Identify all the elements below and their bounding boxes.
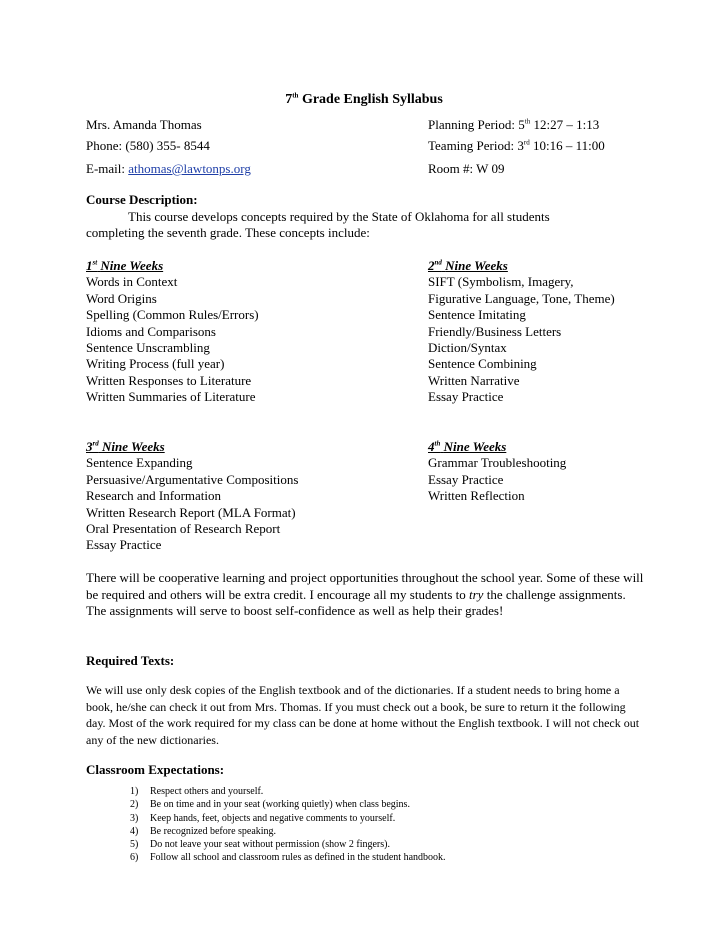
list-item: Written Responses to Literature	[86, 372, 252, 388]
third-nine-weeks-heading	[86, 439, 298, 455]
list-item: Diction/Syntax	[428, 340, 507, 356]
title-grade-number: 7	[285, 92, 293, 107]
list-item: Written Summaries of Literature	[86, 389, 256, 405]
email-line	[86, 161, 251, 177]
second-nine-weeks	[428, 258, 615, 406]
title-text: Grade English Syllabus	[301, 92, 443, 107]
expectations-list	[130, 785, 446, 865]
teaming-period-label: Teaming Period: 3	[428, 138, 524, 153]
list-item-text: Keep hands, feet, objects and negative comments to yourself.	[150, 812, 396, 824]
title-grade-suffix: th	[292, 91, 299, 100]
list-item-text: Be on time and in your seat (working quietly) when class begins.	[150, 799, 410, 811]
course-description-line1: This course develops concepts required by the State of Oklahoma for all students	[128, 209, 550, 224]
q3-suffix: rd	[92, 439, 99, 448]
q1-label: Nine Weeks	[100, 258, 164, 273]
room-number: Room #: W 09	[428, 161, 505, 176]
list-item	[130, 798, 446, 811]
coop-text-2: the challenge assignments. The assignments will serve to boost self-confidence as well as help their grades!	[86, 586, 626, 618]
q3-label: Nine Weeks	[101, 439, 165, 454]
q2-number: 2	[428, 258, 435, 273]
phone-number: Phone: (580) 355- 8544	[86, 138, 210, 153]
list-item-number: 2)	[130, 799, 139, 811]
list-item	[130, 785, 446, 798]
teaming-period-suffix: rd	[523, 138, 530, 147]
list-item: Writing Process (full year)	[86, 356, 225, 372]
list-item: Sentence Expanding	[86, 455, 193, 471]
q3-number: 3	[86, 439, 93, 454]
list-item-number: 5)	[130, 839, 139, 851]
course-description-line2: completing the seventh grade. These concepts include:	[86, 225, 370, 240]
planning-period	[428, 117, 599, 133]
list-item: Words in Context	[86, 274, 178, 290]
list-item: Sentence Combining	[428, 356, 537, 372]
planning-period-label: Planning Period: 5	[428, 117, 525, 132]
list-item: Spelling (Common Rules/Errors)	[86, 307, 259, 323]
page-title	[0, 92, 728, 108]
list-item: SIFT (Symbolism, Imagery,	[428, 274, 574, 290]
second-nine-weeks-heading	[428, 258, 615, 274]
list-item: Sentence Imitating	[428, 307, 526, 323]
list-item	[130, 838, 446, 851]
third-nine-weeks	[86, 439, 298, 554]
list-item: Essay Practice	[428, 471, 504, 487]
list-item: Idioms and Comparisons	[86, 323, 216, 339]
coop-emphasis: try	[469, 586, 484, 602]
list-item: Written Research Report (MLA Format)	[86, 504, 296, 520]
q4-number: 4	[428, 439, 435, 454]
list-item-number: 3)	[130, 812, 139, 824]
list-item-number: 4)	[130, 825, 139, 837]
required-texts-heading: Required Texts:	[86, 653, 175, 668]
list-item-text: Respect others and yourself.	[150, 786, 264, 797]
course-description-heading: Course Description:	[86, 192, 198, 207]
list-item-text: Be recognized before speaking.	[150, 825, 277, 837]
classroom-expectations-heading: Classroom Expectations:	[86, 762, 225, 777]
list-item-text: Follow all school and classroom rules as defined in the student handbook.	[150, 852, 446, 864]
coop-text-1: There will be cooperative learning and project opportunities throughout the school year. Some of these will be required and others will be extra credit. I encourage all my students to	[86, 570, 644, 602]
cooperative-learning-paragraph	[86, 570, 646, 620]
list-item: Figurative Language, Tone, Theme)	[428, 290, 615, 306]
q4-suffix: th	[434, 439, 441, 448]
q2-suffix: nd	[434, 258, 442, 267]
q2-label: Nine Weeks	[445, 258, 508, 273]
email-link[interactable]: athomas@lawtonps.org	[128, 161, 251, 176]
list-item: Written Reflection	[428, 488, 525, 504]
required-texts-paragraph: We will use only desk copies of the English textbook and of the dictionaries. If a student needs to bring home a book, he/she can check it out from Mrs. Thomas. If you must check out a book, be sure to return it the following day. Most of the work required for my class can be done at home without the English textbook. I will not check out any of the new dictionaries.	[86, 683, 640, 747]
list-item: Research and Information	[86, 488, 222, 504]
planning-period-suffix: th	[524, 117, 531, 126]
list-item: Oral Presentation of Research Report	[86, 521, 281, 537]
email-label: E-mail:	[86, 161, 125, 176]
list-item: Persuasive/Argumentative Compositions	[86, 471, 299, 487]
fourth-nine-weeks	[428, 439, 566, 505]
q4-label: Nine Weeks	[443, 439, 507, 454]
list-item	[130, 812, 446, 825]
list-item-text: Do not leave your seat without permission (show 2 fingers).	[150, 839, 390, 851]
list-item: Friendly/Business Letters	[428, 323, 562, 339]
planning-period-time: 12:27 – 1:13	[533, 117, 600, 132]
list-item: Sentence Unscrambling	[86, 340, 210, 356]
list-item-number: 6)	[130, 852, 139, 864]
teaming-period-time: 10:16 – 11:00	[532, 138, 605, 153]
list-item: Essay Practice	[86, 537, 162, 553]
teaming-period	[428, 138, 605, 154]
list-item	[130, 851, 446, 864]
list-item: Grammar Troubleshooting	[428, 455, 567, 471]
q1-number: 1	[86, 258, 93, 273]
first-nine-weeks	[86, 258, 259, 406]
q1-suffix: st	[92, 258, 98, 267]
list-item: Essay Practice	[428, 389, 504, 405]
list-item	[130, 825, 446, 838]
list-item-number: 1)	[130, 786, 139, 797]
first-nine-weeks-heading	[86, 258, 259, 274]
list-item: Written Narrative	[428, 372, 520, 388]
list-item: Word Origins	[86, 290, 157, 306]
teacher-name: Mrs. Amanda Thomas	[86, 117, 202, 132]
fourth-nine-weeks-heading	[428, 439, 566, 455]
